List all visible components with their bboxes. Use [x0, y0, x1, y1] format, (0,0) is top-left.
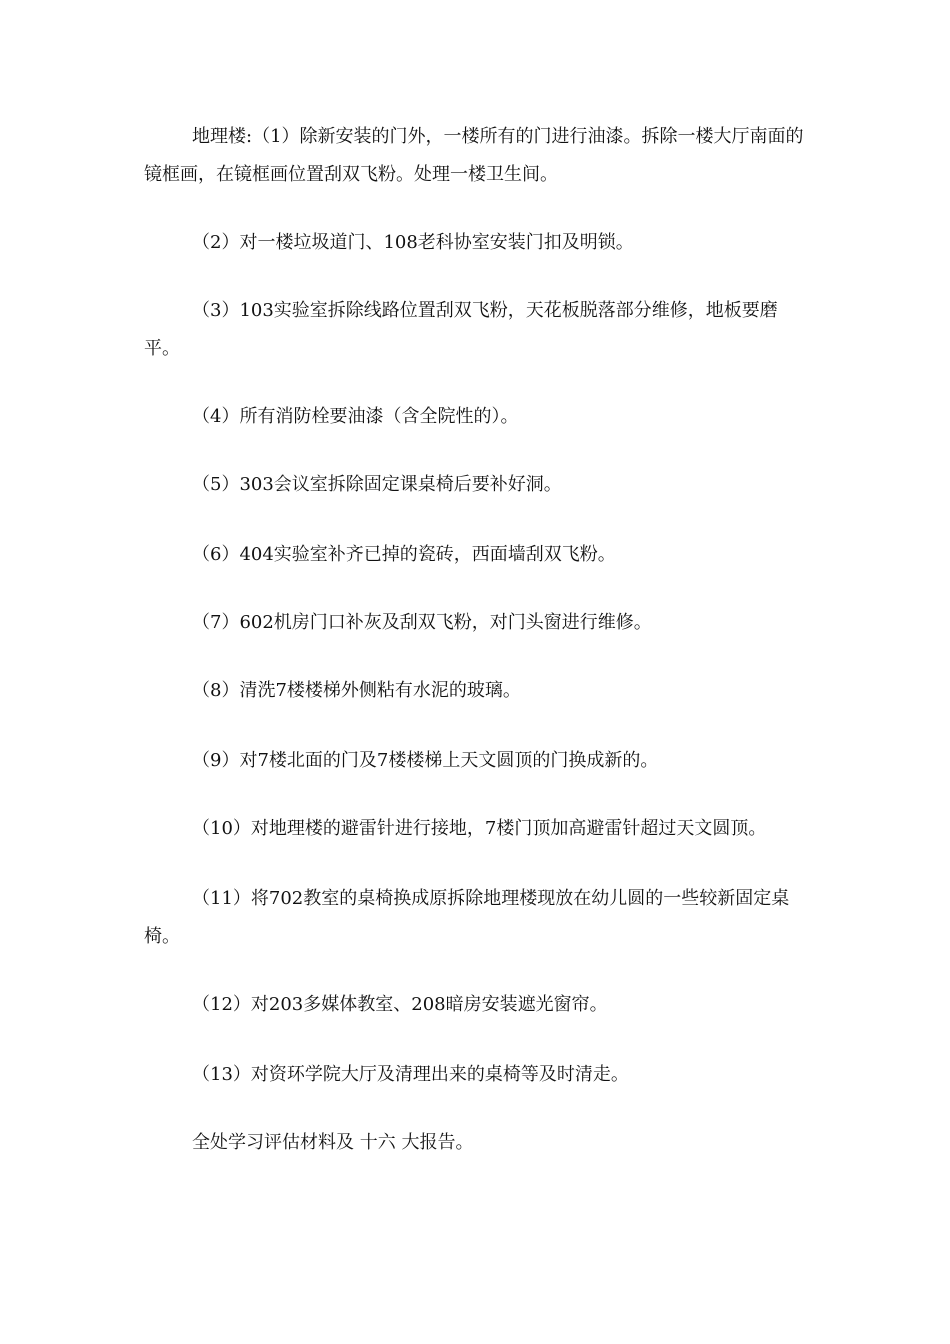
- paragraph-item-6: （6）404实验室补齐已掉的瓷砖，西面墙刮双飞粉。: [192, 544, 616, 565]
- paragraph-item-7: （7）602机房门口补灰及刮双飞粉，对门头窗进行维修。: [192, 612, 652, 633]
- paragraph-item-10: （10）对地理楼的避雷针进行接地，7楼门顶加高避雷针超过天文圆顶。: [192, 818, 767, 839]
- paragraph-item-9: （9）对7楼北面的门及7楼楼梯上天文圆顶的门换成新的。: [192, 750, 659, 771]
- paragraph-item-8: （8）清洗7楼楼梯外侧粘有水泥的玻璃。: [192, 680, 521, 701]
- paragraph-item-13: （13）对资环学院大厅及清理出来的桌椅等及时清走。: [192, 1064, 629, 1085]
- paragraph-item-5: （5）303会议室拆除固定课桌椅后要补好洞。: [192, 474, 562, 495]
- paragraph-item-2: （2）对一楼垃圾道门、108老科协室安装门扣及明锁。: [192, 232, 634, 253]
- paragraph-item-11: （11）将702教室的桌椅换成原拆除地理楼现放在幼儿圆的一些较新固定桌椅。: [144, 888, 790, 947]
- paragraph-item-3: （3）103实验室拆除线路位置刮双飞粉，天花板脱落部分维修，地板要磨平。: [144, 300, 778, 359]
- paragraph-item-12: （12）对203多媒体教室、208暗房安装遮光窗帘。: [192, 994, 608, 1015]
- paragraph-geography-building-1: 地理楼:（1）除新安装的门外，一楼所有的门进行油漆。拆除一楼大厅南面的镜框画，在镜框画位置刮双飞粉。处理一楼卫生间。: [144, 126, 804, 185]
- paragraph-item-4: （4）所有消防栓要油漆（含全院性的）。: [192, 406, 519, 427]
- paragraph-study-materials: 全处学习评估材料及 十六 大报告。: [192, 1132, 474, 1153]
